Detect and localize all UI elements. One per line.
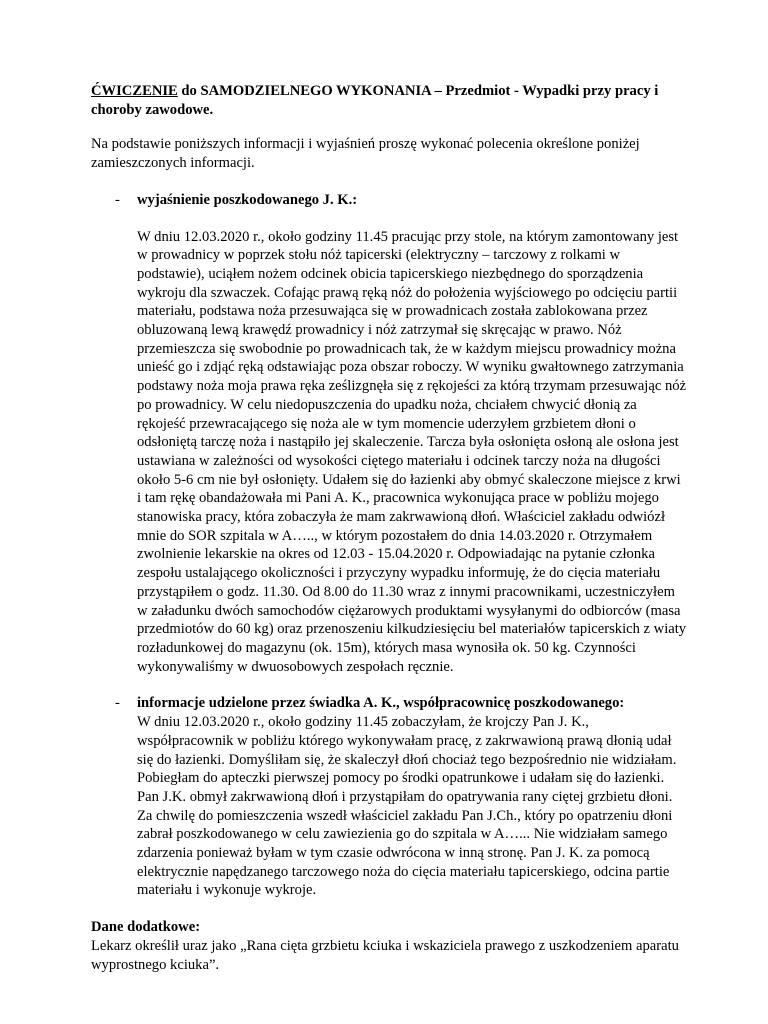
section2-heading-text: informacje udzielone przez świadka A. K., współpracownicę poszkodowanego: xyxy=(137,695,625,712)
intro-paragraph: Na podstawie poniższych informacji i wyjaśnień proszę wykonać polecenia określone poniżej zamieszczonych informacji. xyxy=(91,136,640,172)
extra-heading: Dane dodatkowe: xyxy=(91,919,201,936)
section1-heading xyxy=(91,191,687,210)
document-title xyxy=(91,82,687,119)
bullet-dash: - xyxy=(115,191,120,208)
section1-paragraph: W dniu 12.03.2020 r., około godziny 11.45 pracując przy stole, na którym zamontowany jest w prowadnicy w poprzek stołu nóż tapicerski (elektryczny – tarczowy z rolkami w podstawie), uciąłem nożem odcinek obicia tapicerskiego niezbędnego do sporządzenia wykroju dla szwaczek. Cofając prawą ręką nóż do położenia wyjściowego po odcięciu partii materiału, podstawa noża przesuwająca się w prowadnicach została zablokowana przez obluzowaną lewą krawędź prowadnicy i nóż zatrzymał się skręcając w prawo. Nóż przemieszcza się swobodnie po prowadnicach tak, że w każdym miejscu prowadnicy można unieść go i zdjąć ręką odstawiając poza obszar roboczy. W wyniku gwałtownego zatrzymania podstawy noża moja prawa ręka ześlizgnęła się z rękojeści za którą trzymam przesuwając nóż po prowadnicy. W celu niedopuszczenia do upadku noża, chciałem chwycić dłonią za rękojeść przewracającego się noża ale w tym momencie uderzyłem grzbietem dłoni o odsłoniętą tarczę noża i nastąpiło jej skaleczenie. Tarcza była osłonięta osłoną ale osłona jest ustawiana w zależności od wysokości ciętego materiału i odcinek tarczy noża na długości około 5-6 cm nie był osłonięty. Udałem się do łazienki aby obmyć skaleczone miejsce z krwi i tam rękę obandażowała mi Pani A. K., pracownica wykonująca prace w pobliżu mojego stanowiska pracy, która zobaczyła że mam zakrwawioną dłoń. Właściciel zakładu odwiózł mnie do SOR szpitala w A….., w którym pozostałem do dnia 14.03.2020 r. Otrzymałem zwolnienie lekarskie na okres od 12.03 - 15.04.2020 r. Odpowiadając na pytanie członka zespołu ustalającego okoliczności i przyczyny wypadku informuję, że do cięcia materiału przystąpiłem o godz. 11.30. Od 8.00 do 11.30 wraz z innymi pracownikami, uczestniczyłem w załadunku dwóch samochodów ciężarowych produktami wysyłanymi do odbiorców (masa przedmiotów do 60 kg) oraz przenoszeniu kilkudziesięciu bel materiałów tapicerskich z wiaty rozładunkowej do magazynu (ok. 15m), których masa wynosiła ok. 50 kg. Czynności wykonywaliśmy w dwuosobowych zespołach ręcznie. xyxy=(137,228,687,675)
section2-heading xyxy=(91,694,687,713)
title-underlined: ĆWICZENIE xyxy=(91,83,178,99)
extra-paragraph: Lekarz określił uraz jako „Rana cięta grzbietu kciuka i wskaziciela prawego z uszkodzeniem aparatu wyprostnego kciuka”. xyxy=(91,937,679,973)
section2-paragraph: W dniu 12.03.2020 r., około godziny 11.45 zobaczyłam, że krojczy Pan J. K., współpracownik w pobliżu którego wykonywałam pracę, z zakrwawioną prawą dłonią udał się do łazienki. Domyśliłam się, że skaleczył dłoń chociaż tego bezpośrednio nie widziałam. Pobiegłam do apteczki pierwszej pomocy po środki opatrunkowe i udałam się do łazienki. Pan J.K. obmył zakrwawioną dłoń i przystąpiłam do opatrywania rany ciętej grzbietu dłoni. Za chwilę do pomieszczenia wszedł właściciel zakładu Pan J.Ch., który po opatrzeniu dłoni zabrał poszkodowanego w celu zawiezienia go do szpitala w A…... Nie widziałam samego zdarzenia ponieważ byłam w tym czasie odwrócona w inną stronę. Pan J. K. za pomocą elektrycznie napędzanego tarczowego noża do cięcia materiału tapicerskiego, odcina partie materiału i wykonuje wykroje. xyxy=(137,714,677,899)
bullet-dash: - xyxy=(115,695,120,712)
section1-heading-text: wyjaśnienie poszkodowanego J. K.: xyxy=(137,191,358,208)
title-rest: do SAMODZIELNEGO WYKONANIA – Przedmiot - Wypadki przy pracy i choroby zawodowe. xyxy=(91,83,659,118)
document-page xyxy=(91,82,687,974)
